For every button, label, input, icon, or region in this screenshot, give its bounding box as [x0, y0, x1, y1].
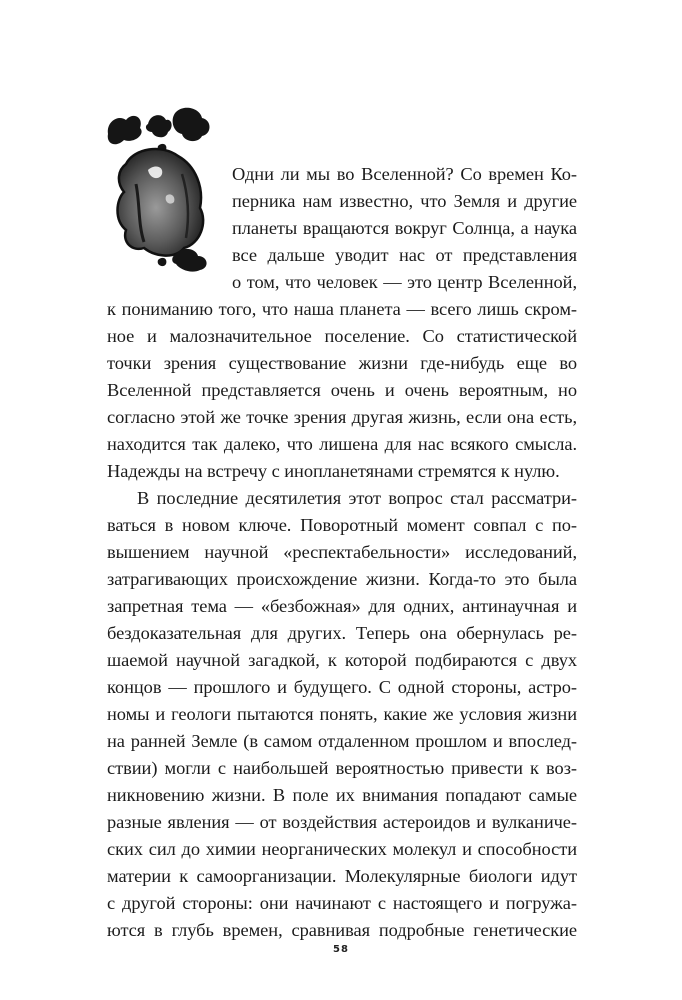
text-line: согласно этой же точке зрения другая жизнь, если она есть,: [107, 407, 577, 427]
text-line: вышением научной «респектабельности» исследований,: [107, 542, 577, 562]
text-line: ное и малозначительное поселение. Со статистической: [107, 326, 577, 346]
text-line: затрагивающих происхождение жизни. Когда-то это была: [107, 569, 577, 589]
text-line: к пониманию того, что наша планета — всего лишь скром-: [107, 299, 577, 319]
page-number: 58: [333, 944, 349, 955]
text-line: ются в глубь времен, сравнивая подробные генетические: [107, 920, 577, 940]
text-line: материи к самоорганизации. Молекулярные биологи идут: [107, 866, 577, 886]
text-line: ваться в новом ключе. Поворотный момент совпал с по-: [107, 515, 577, 535]
text-line: ских сил до химии неорганических молекул и способности: [107, 839, 577, 859]
text-line: Надежды на встречу с инопланетянами стремятся к нулю.: [107, 461, 560, 481]
text-line: перника нам известно, что Земля и другие: [232, 191, 577, 211]
text-line: В последние десятилетия этот вопрос стал рассматри-: [137, 488, 577, 508]
text-line: запретная тема — «безбожная» для одних, антинаучная и: [107, 596, 577, 616]
text-line: находится так далеко, что лишена для нас всякого смысла.: [107, 434, 577, 454]
text-line: планеты вращаются вокруг Солнца, а наука: [232, 218, 577, 238]
text-line: точки зрения существование жизни где-нибудь еще во: [107, 353, 577, 373]
text-line: Вселенной представляется очень и очень вероятным, но: [107, 380, 577, 400]
text-line: разные явления — от воздействия астероидов и вулканиче-: [107, 812, 577, 832]
text-line: концов — прошлого и будущего. С одной стороны, астро-: [107, 677, 577, 697]
text-line: о том, что человек — это центр Вселенной,: [232, 272, 577, 292]
text-line: Одни ли мы во Вселенной? Со времен Ко-: [232, 164, 577, 184]
text-line: на ранней Земле (в самом отдаленном прошлом и впослед-: [107, 731, 577, 751]
text-line: номы и геологи пытаются понять, какие же условия жизни: [107, 704, 577, 724]
text-line: ствии) могли с наибольшей вероятностью привести к воз-: [107, 758, 577, 778]
text-line: бездоказательная для других. Теперь она обернулась ре-: [107, 623, 577, 643]
text-line: шаемой научной загадкой, к которой подбираются с двух: [107, 650, 577, 670]
text-line: с другой стороны: они начинают с настоящего и погружа-: [107, 893, 577, 913]
text-line: все дальше уводит нас от представления: [232, 245, 577, 265]
text-line: никновению жизни. В поле их внимания попадают самые: [107, 785, 577, 805]
ink-blot-drop-cap-icon: [104, 104, 216, 272]
